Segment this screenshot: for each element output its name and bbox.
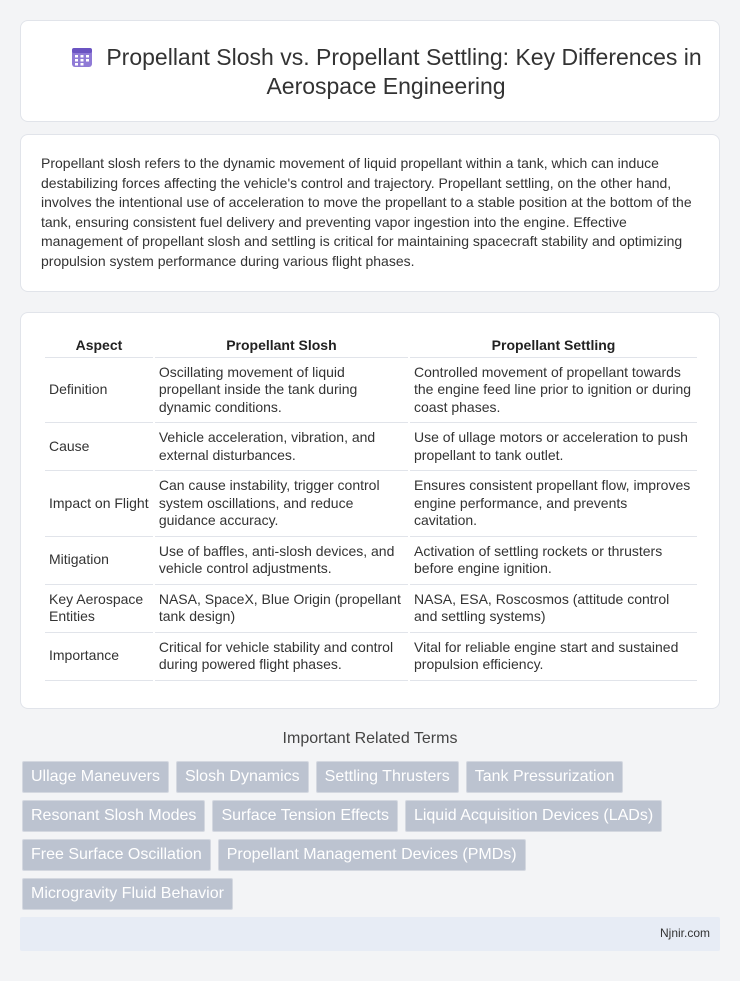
footer [20,917,720,951]
comparison-card [20,312,720,709]
row-slosh: Vehicle acceleration, vibration, and external disturbances. [155,423,408,471]
related-terms-list [22,761,722,910]
related-term-tag[interactable]: Tank Pressurization [466,761,624,793]
table-header-row [45,335,697,358]
row-aspect: Mitigation [45,537,153,585]
header-aspect: Aspect [45,335,153,358]
row-aspect: Definition [45,358,153,424]
table-row [45,585,697,633]
row-settling: NASA, ESA, Roscosmos (attitude control and settling systems) [410,585,697,633]
header-settling: Propellant Settling [410,335,697,358]
row-slosh: NASA, SpaceX, Blue Origin (propellant tank design) [155,585,408,633]
related-term-tag[interactable]: Free Surface Oscillation [22,839,211,871]
intro-card [20,134,720,292]
related-term-tag[interactable]: Microgravity Fluid Behavior [22,878,233,910]
title-text: Propellant Slosh vs. Propellant Settling: Key Differences in Aerospace Engineering [106,44,702,99]
table-row [45,537,697,585]
intro-paragraph: Propellant slosh refers to the dynamic movement of liquid propellant within a tank, which can induce destabilizing forces affecting the vehicle's control and trajectory. Propellant settling, on the other hand, involves the intentional use of acceleration to move the propellant to a stable position at the bottom of the tank, ensuring consistent fuel delivery and preventing vapor ingestion into the engine. Effective management of propellant slosh and settling is critical for maintaining spacecraft stability and optimizing propulsion system performance during various flight phases. [41,155,692,269]
calendar-icon [70,45,94,69]
row-aspect: Key Aerospace Entities [45,585,153,633]
row-aspect: Impact on Flight [45,471,153,537]
comparison-table [43,335,699,681]
table-row [45,423,697,471]
row-settling: Activation of settling rockets or thrusters before engine ignition. [410,537,697,585]
row-settling: Use of ullage motors or acceleration to push propellant to tank outlet. [410,423,697,471]
header-card [20,20,720,122]
row-slosh: Critical for vehicle stability and control during powered flight phases. [155,633,408,681]
related-term-tag[interactable]: Slosh Dynamics [176,761,309,793]
related-term-tag[interactable]: Ullage Maneuvers [22,761,169,793]
related-term-tag[interactable]: Propellant Management Devices (PMDs) [218,839,526,871]
row-settling: Ensures consistent propellant flow, improves engine performance, and prevents cavitation. [410,471,697,537]
table-row [45,358,697,424]
table-row [45,633,697,681]
row-settling: Vital for reliable engine start and sustained propulsion efficiency. [410,633,697,681]
header-slosh: Propellant Slosh [155,335,408,358]
footer-site[interactable]: Njnir.com [659,926,710,940]
row-settling: Controlled movement of propellant towards the engine feed line prior to ignition or during coast phases. [410,358,697,424]
related-term-tag[interactable]: Resonant Slosh Modes [22,800,205,832]
page-title [51,43,721,101]
row-aspect: Cause [45,423,153,471]
related-term-tag[interactable]: Settling Thrusters [316,761,459,793]
row-slosh: Use of baffles, anti-slosh devices, and vehicle control adjustments. [155,537,408,585]
row-aspect: Importance [45,633,153,681]
related-term-tag[interactable]: Liquid Acquisition Devices (LADs) [405,800,662,832]
related-term-tag[interactable]: Surface Tension Effects [212,800,398,832]
row-slosh: Can cause instability, trigger control system oscillations, and reduce guidance accuracy. [155,471,408,537]
table-row [45,471,697,537]
title-wrap [51,43,721,101]
related-terms-title: Important Related Terms [282,730,458,747]
row-slosh: Oscillating movement of liquid propellant inside the tank during dynamic conditions. [155,358,408,424]
